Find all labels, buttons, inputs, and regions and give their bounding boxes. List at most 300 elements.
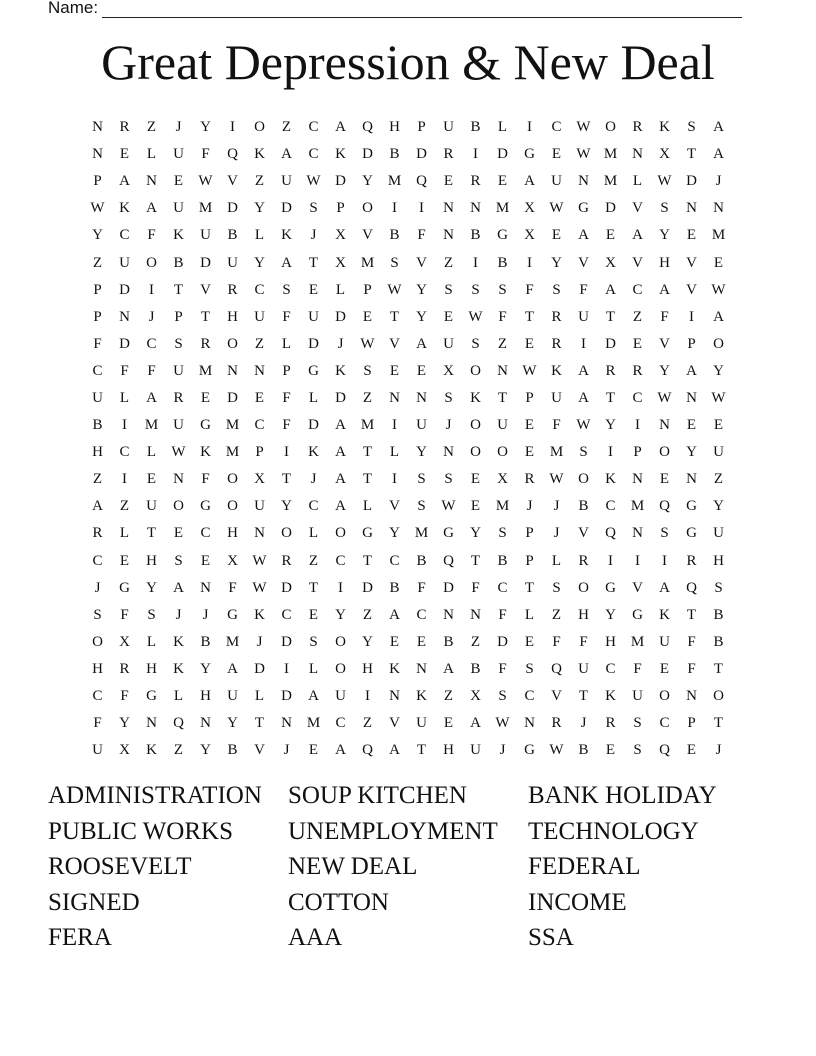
grid-letter[interactable]: E <box>713 417 724 434</box>
grid-letter[interactable]: Q <box>173 715 184 732</box>
grid-letter[interactable]: N <box>254 362 265 379</box>
grid-letter[interactable]: G <box>146 688 157 705</box>
grid-letter[interactable]: P <box>174 308 183 325</box>
grid-letter[interactable]: U <box>173 146 184 163</box>
grid-letter[interactable]: L <box>254 688 265 705</box>
grid-letter[interactable]: T <box>362 552 373 569</box>
grid-letter[interactable]: I <box>284 444 289 461</box>
grid-letter[interactable]: T <box>362 471 373 488</box>
grid-letter[interactable]: W <box>549 200 564 217</box>
grid-letter[interactable]: C <box>497 579 508 596</box>
grid-letter[interactable]: A <box>659 281 670 298</box>
grid-letter[interactable]: V <box>227 173 238 190</box>
grid-letter[interactable]: K <box>470 389 481 406</box>
grid-letter[interactable]: S <box>444 471 453 488</box>
grid-letter[interactable]: O <box>713 688 724 705</box>
grid-letter[interactable]: P <box>633 444 642 461</box>
grid-letter[interactable]: U <box>173 200 184 217</box>
grid-letter[interactable]: W <box>468 308 483 325</box>
grid-letter[interactable]: N <box>119 308 130 325</box>
grid-letter[interactable]: F <box>498 308 507 325</box>
grid-letter[interactable]: P <box>93 308 102 325</box>
grid-letter[interactable]: U <box>416 715 427 732</box>
grid-letter[interactable]: O <box>578 579 589 596</box>
grid-letter[interactable]: N <box>146 715 157 732</box>
grid-letter[interactable]: A <box>713 308 724 325</box>
grid-letter[interactable]: G <box>497 227 508 244</box>
grid-letter[interactable]: Z <box>362 389 373 406</box>
grid-letter[interactable]: N <box>416 389 427 406</box>
grid-letter[interactable]: A <box>146 200 157 217</box>
grid-letter[interactable]: T <box>605 389 616 406</box>
grid-letter[interactable]: Q <box>605 525 616 542</box>
grid-letter[interactable]: K <box>551 362 562 379</box>
grid-letter[interactable]: S <box>471 335 480 352</box>
grid-letter[interactable]: D <box>335 308 346 325</box>
grid-letter[interactable]: E <box>308 606 319 623</box>
grid-letter[interactable]: Y <box>416 444 427 461</box>
grid-letter[interactable]: F <box>660 308 669 325</box>
grid-letter[interactable]: E <box>470 498 481 515</box>
grid-letter[interactable]: M <box>144 417 159 434</box>
grid-letter[interactable]: B <box>470 119 481 136</box>
grid-letter[interactable]: L <box>524 606 535 623</box>
grid-letter[interactable]: I <box>149 281 154 298</box>
grid-letter[interactable]: M <box>360 417 375 434</box>
grid-letter[interactable]: O <box>173 498 184 515</box>
grid-letter[interactable]: A <box>281 254 292 271</box>
grid-letter[interactable]: Y <box>713 362 724 379</box>
grid-letter[interactable]: E <box>119 552 130 569</box>
grid-letter[interactable]: K <box>254 606 265 623</box>
grid-letter[interactable]: L <box>146 444 157 461</box>
grid-letter[interactable]: X <box>443 362 454 379</box>
grid-letter[interactable]: S <box>471 281 480 298</box>
grid-letter[interactable]: K <box>173 227 184 244</box>
grid-letter[interactable]: J <box>526 498 533 515</box>
grid-letter[interactable]: Z <box>146 119 157 136</box>
grid-letter[interactable]: E <box>686 227 697 244</box>
grid-letter[interactable]: D <box>362 146 373 163</box>
grid-letter[interactable]: Y <box>281 498 292 515</box>
grid-letter[interactable]: M <box>414 525 429 542</box>
grid-letter[interactable]: G <box>578 200 589 217</box>
grid-letter[interactable]: L <box>497 119 508 136</box>
grid-letter[interactable]: M <box>225 444 240 461</box>
grid-letter[interactable]: Q <box>362 119 373 136</box>
grid-letter[interactable]: B <box>389 146 400 163</box>
grid-letter[interactable]: K <box>659 606 670 623</box>
grid-letter[interactable]: U <box>281 173 292 190</box>
grid-letter[interactable]: C <box>92 362 103 379</box>
grid-letter[interactable]: E <box>443 173 454 190</box>
grid-letter[interactable]: T <box>497 389 508 406</box>
grid-letter[interactable]: D <box>281 688 292 705</box>
grid-letter[interactable]: V <box>362 227 373 244</box>
grid-letter[interactable]: G <box>524 742 535 759</box>
grid-letter[interactable]: J <box>202 606 209 623</box>
grid-letter[interactable]: A <box>335 471 346 488</box>
grid-letter[interactable]: Y <box>119 715 130 732</box>
grid-letter[interactable]: I <box>122 417 127 434</box>
grid-letter[interactable]: U <box>335 688 346 705</box>
grid-letter[interactable]: J <box>580 715 587 732</box>
grid-letter[interactable]: A <box>335 417 346 434</box>
grid-letter[interactable]: L <box>308 660 319 677</box>
name-underline[interactable] <box>102 1 742 18</box>
grid-letter[interactable]: W <box>711 281 726 298</box>
grid-letter[interactable]: H <box>92 444 103 461</box>
grid-letter[interactable]: C <box>146 335 157 352</box>
grid-letter[interactable]: S <box>714 579 723 596</box>
grid-letter[interactable]: L <box>362 498 373 515</box>
grid-letter[interactable]: D <box>497 146 508 163</box>
grid-letter[interactable]: V <box>551 688 562 705</box>
grid-letter[interactable]: U <box>551 389 562 406</box>
grid-letter[interactable]: F <box>417 227 426 244</box>
grid-letter[interactable]: N <box>389 389 400 406</box>
grid-letter[interactable]: K <box>416 688 427 705</box>
grid-letter[interactable]: Z <box>92 471 103 488</box>
grid-letter[interactable]: L <box>389 444 400 461</box>
grid-letter[interactable]: E <box>551 146 562 163</box>
grid-letter[interactable]: A <box>281 146 292 163</box>
grid-letter[interactable]: E <box>686 742 697 759</box>
grid-letter[interactable]: Z <box>632 308 643 325</box>
grid-letter[interactable]: M <box>711 227 726 244</box>
grid-letter[interactable]: R <box>119 119 130 136</box>
grid-letter[interactable]: D <box>281 633 292 650</box>
grid-letter[interactable]: C <box>92 688 103 705</box>
grid-letter[interactable]: A <box>335 742 346 759</box>
grid-letter[interactable]: A <box>632 227 643 244</box>
grid-letter[interactable]: Z <box>470 633 481 650</box>
grid-letter[interactable]: A <box>389 742 400 759</box>
grid-letter[interactable]: W <box>495 715 510 732</box>
grid-letter[interactable]: G <box>443 525 454 542</box>
grid-letter[interactable]: I <box>284 660 289 677</box>
grid-letter[interactable]: L <box>146 633 157 650</box>
grid-letter[interactable]: D <box>227 389 238 406</box>
grid-letter[interactable]: U <box>497 417 508 434</box>
grid-letter[interactable]: E <box>524 633 535 650</box>
grid-letter[interactable]: C <box>119 444 130 461</box>
grid-letter[interactable]: N <box>254 525 265 542</box>
grid-letter[interactable]: B <box>416 552 427 569</box>
grid-letter[interactable]: S <box>417 498 426 515</box>
grid-letter[interactable]: C <box>524 688 535 705</box>
grid-letter[interactable]: K <box>146 742 157 759</box>
grid-letter[interactable]: Q <box>416 173 427 190</box>
grid-letter[interactable]: T <box>308 579 319 596</box>
grid-letter[interactable]: A <box>713 119 724 136</box>
grid-letter[interactable]: L <box>119 389 130 406</box>
grid-letter[interactable]: I <box>473 254 478 271</box>
grid-letter[interactable]: H <box>362 660 373 677</box>
grid-letter[interactable]: U <box>308 308 319 325</box>
grid-letter[interactable]: F <box>552 633 561 650</box>
grid-letter[interactable]: E <box>524 335 535 352</box>
grid-letter[interactable]: B <box>470 227 481 244</box>
grid-letter[interactable]: P <box>525 552 534 569</box>
grid-letter[interactable]: A <box>605 281 616 298</box>
grid-letter[interactable]: F <box>525 281 534 298</box>
grid-letter[interactable]: G <box>308 362 319 379</box>
grid-letter[interactable]: P <box>282 362 291 379</box>
grid-letter[interactable]: O <box>92 633 103 650</box>
grid-letter[interactable]: P <box>687 335 696 352</box>
grid-letter[interactable]: I <box>419 200 424 217</box>
grid-letter[interactable]: Z <box>281 119 292 136</box>
grid-letter[interactable]: W <box>90 200 105 217</box>
grid-letter[interactable]: F <box>282 389 291 406</box>
grid-letter[interactable]: E <box>551 227 562 244</box>
grid-letter[interactable]: Y <box>335 606 346 623</box>
grid-letter[interactable]: K <box>605 688 616 705</box>
grid-letter[interactable]: N <box>632 146 643 163</box>
grid-letter[interactable]: N <box>632 525 643 542</box>
grid-letter[interactable]: M <box>225 633 240 650</box>
grid-letter[interactable]: X <box>470 688 481 705</box>
grid-letter[interactable]: E <box>173 525 184 542</box>
grid-letter[interactable]: T <box>254 715 265 732</box>
grid-letter[interactable]: A <box>389 606 400 623</box>
grid-letter[interactable]: F <box>417 579 426 596</box>
grid-letter[interactable]: V <box>416 254 427 271</box>
grid-letter[interactable]: P <box>93 173 102 190</box>
grid-letter[interactable]: X <box>524 227 535 244</box>
grid-letter[interactable]: A <box>659 579 670 596</box>
grid-letter[interactable]: C <box>254 281 265 298</box>
grid-letter[interactable]: U <box>470 742 481 759</box>
grid-letter[interactable]: E <box>659 660 670 677</box>
grid-letter[interactable]: C <box>605 660 616 677</box>
grid-letter[interactable]: L <box>308 389 319 406</box>
grid-letter[interactable]: W <box>576 417 591 434</box>
grid-letter[interactable]: B <box>713 606 724 623</box>
grid-letter[interactable]: S <box>525 660 534 677</box>
grid-letter[interactable]: B <box>497 254 508 271</box>
grid-letter[interactable]: B <box>173 254 184 271</box>
grid-letter[interactable]: W <box>549 471 564 488</box>
grid-letter[interactable]: J <box>445 417 452 434</box>
grid-letter[interactable]: U <box>578 660 589 677</box>
grid-letter[interactable]: D <box>416 146 427 163</box>
grid-letter[interactable]: V <box>686 254 697 271</box>
grid-letter[interactable]: B <box>227 227 238 244</box>
grid-letter[interactable]: V <box>632 200 643 217</box>
grid-letter[interactable]: R <box>686 552 697 569</box>
grid-letter[interactable]: E <box>416 633 427 650</box>
grid-letter[interactable]: E <box>416 362 427 379</box>
grid-letter[interactable]: R <box>578 552 589 569</box>
grid-letter[interactable]: A <box>119 173 130 190</box>
grid-letter[interactable]: Z <box>92 254 103 271</box>
grid-letter[interactable]: U <box>200 227 211 244</box>
grid-letter[interactable]: S <box>93 606 102 623</box>
grid-letter[interactable]: M <box>630 633 645 650</box>
grid-letter[interactable]: A <box>335 119 346 136</box>
grid-letter[interactable]: W <box>657 173 672 190</box>
grid-letter[interactable]: I <box>635 552 640 569</box>
grid-letter[interactable]: W <box>441 498 456 515</box>
grid-letter[interactable]: J <box>148 308 155 325</box>
grid-letter[interactable]: Q <box>443 552 454 569</box>
grid-letter[interactable]: Z <box>443 688 454 705</box>
grid-letter[interactable]: M <box>603 146 618 163</box>
grid-letter[interactable]: H <box>227 308 238 325</box>
grid-letter[interactable]: E <box>524 417 535 434</box>
grid-letter[interactable]: F <box>147 362 156 379</box>
grid-letter[interactable]: U <box>227 254 238 271</box>
grid-letter[interactable]: N <box>470 200 481 217</box>
grid-letter[interactable]: B <box>443 633 454 650</box>
grid-letter[interactable]: M <box>225 417 240 434</box>
grid-letter[interactable]: R <box>281 552 292 569</box>
grid-letter[interactable]: X <box>605 254 616 271</box>
grid-letter[interactable]: K <box>200 444 211 461</box>
grid-letter[interactable]: T <box>713 715 724 732</box>
grid-letter[interactable]: F <box>579 633 588 650</box>
grid-letter[interactable]: C <box>605 498 616 515</box>
grid-letter[interactable]: J <box>283 742 290 759</box>
grid-letter[interactable]: M <box>603 173 618 190</box>
grid-letter[interactable]: D <box>200 254 211 271</box>
grid-letter[interactable]: C <box>335 552 346 569</box>
grid-letter[interactable]: X <box>119 633 130 650</box>
grid-letter[interactable]: L <box>308 525 319 542</box>
grid-letter[interactable]: E <box>470 471 481 488</box>
grid-letter[interactable]: O <box>335 525 346 542</box>
grid-letter[interactable]: E <box>443 715 454 732</box>
grid-letter[interactable]: U <box>146 498 157 515</box>
grid-letter[interactable]: A <box>335 444 346 461</box>
grid-letter[interactable]: L <box>335 281 346 298</box>
grid-letter[interactable]: D <box>308 335 319 352</box>
grid-letter[interactable]: C <box>335 715 346 732</box>
grid-letter[interactable]: A <box>713 146 724 163</box>
grid-letter[interactable]: B <box>92 417 103 434</box>
grid-letter[interactable]: B <box>470 660 481 677</box>
grid-letter[interactable]: N <box>389 688 400 705</box>
grid-letter[interactable]: I <box>527 254 532 271</box>
grid-letter[interactable]: N <box>632 471 643 488</box>
grid-letter[interactable]: D <box>308 417 319 434</box>
grid-letter[interactable]: U <box>713 444 724 461</box>
grid-letter[interactable]: M <box>198 200 213 217</box>
grid-letter[interactable]: H <box>578 606 589 623</box>
grid-letter[interactable]: T <box>308 254 319 271</box>
grid-letter[interactable]: T <box>470 552 481 569</box>
grid-letter[interactable]: U <box>416 417 427 434</box>
grid-letter[interactable]: G <box>200 498 211 515</box>
grid-letter[interactable]: S <box>660 525 669 542</box>
grid-letter[interactable]: N <box>686 471 697 488</box>
grid-letter[interactable]: Z <box>713 471 724 488</box>
grid-letter[interactable]: J <box>553 498 560 515</box>
grid-letter[interactable]: Z <box>254 335 265 352</box>
grid-letter[interactable]: Y <box>200 742 211 759</box>
grid-letter[interactable]: R <box>632 119 643 136</box>
grid-letter[interactable]: E <box>308 281 319 298</box>
grid-letter[interactable]: F <box>120 362 129 379</box>
grid-letter[interactable]: Y <box>605 417 616 434</box>
grid-letter[interactable]: H <box>713 552 724 569</box>
grid-letter[interactable]: N <box>200 579 211 596</box>
grid-letter[interactable]: Y <box>470 525 481 542</box>
grid-letter[interactable]: X <box>524 200 535 217</box>
grid-letter[interactable]: J <box>337 335 344 352</box>
grid-letter[interactable]: C <box>119 227 130 244</box>
grid-letter[interactable]: A <box>335 498 346 515</box>
grid-letter[interactable]: U <box>254 308 265 325</box>
grid-letter[interactable]: J <box>310 471 317 488</box>
grid-letter[interactable]: U <box>92 742 103 759</box>
grid-letter[interactable]: T <box>524 308 535 325</box>
grid-letter[interactable]: K <box>335 362 346 379</box>
grid-letter[interactable]: T <box>173 281 184 298</box>
grid-letter[interactable]: I <box>230 119 235 136</box>
grid-letter[interactable]: R <box>443 146 454 163</box>
grid-letter[interactable]: F <box>147 227 156 244</box>
grid-letter[interactable]: U <box>551 173 562 190</box>
grid-letter[interactable]: K <box>254 146 265 163</box>
grid-letter[interactable]: T <box>578 688 589 705</box>
grid-letter[interactable]: C <box>416 606 427 623</box>
grid-letter[interactable]: F <box>552 417 561 434</box>
grid-letter[interactable]: Y <box>659 362 670 379</box>
grid-letter[interactable]: C <box>389 552 400 569</box>
grid-letter[interactable]: P <box>93 281 102 298</box>
grid-letter[interactable]: W <box>171 444 186 461</box>
grid-letter[interactable]: C <box>254 417 265 434</box>
grid-letter[interactable]: E <box>254 389 265 406</box>
grid-letter[interactable]: S <box>498 525 507 542</box>
grid-letter[interactable]: M <box>549 444 564 461</box>
grid-letter[interactable]: X <box>227 552 238 569</box>
grid-letter[interactable]: S <box>633 715 642 732</box>
grid-letter[interactable]: Q <box>659 498 670 515</box>
grid-letter[interactable]: F <box>201 471 210 488</box>
grid-letter[interactable]: D <box>362 579 373 596</box>
grid-letter[interactable]: O <box>281 525 292 542</box>
grid-letter[interactable]: N <box>659 417 670 434</box>
grid-letter[interactable]: Y <box>416 308 427 325</box>
grid-letter[interactable]: E <box>200 552 211 569</box>
grid-letter[interactable]: Y <box>254 254 265 271</box>
grid-letter[interactable]: N <box>524 715 535 732</box>
grid-letter[interactable]: S <box>390 254 399 271</box>
grid-letter[interactable]: I <box>635 417 640 434</box>
grid-letter[interactable]: N <box>443 227 454 244</box>
grid-letter[interactable]: L <box>146 146 157 163</box>
grid-letter[interactable]: I <box>527 119 532 136</box>
grid-letter[interactable]: S <box>417 471 426 488</box>
grid-letter[interactable]: F <box>498 606 507 623</box>
grid-letter[interactable]: Y <box>416 281 427 298</box>
grid-letter[interactable]: G <box>200 417 211 434</box>
grid-letter[interactable]: D <box>119 335 130 352</box>
grid-letter[interactable]: O <box>227 471 238 488</box>
grid-letter[interactable]: J <box>499 742 506 759</box>
grid-letter[interactable]: U <box>578 308 589 325</box>
grid-letter[interactable]: H <box>200 688 211 705</box>
grid-letter[interactable]: D <box>605 335 616 352</box>
grid-letter[interactable]: S <box>687 119 696 136</box>
grid-letter[interactable]: X <box>335 254 346 271</box>
grid-letter[interactable]: O <box>146 254 157 271</box>
grid-letter[interactable]: O <box>659 444 670 461</box>
